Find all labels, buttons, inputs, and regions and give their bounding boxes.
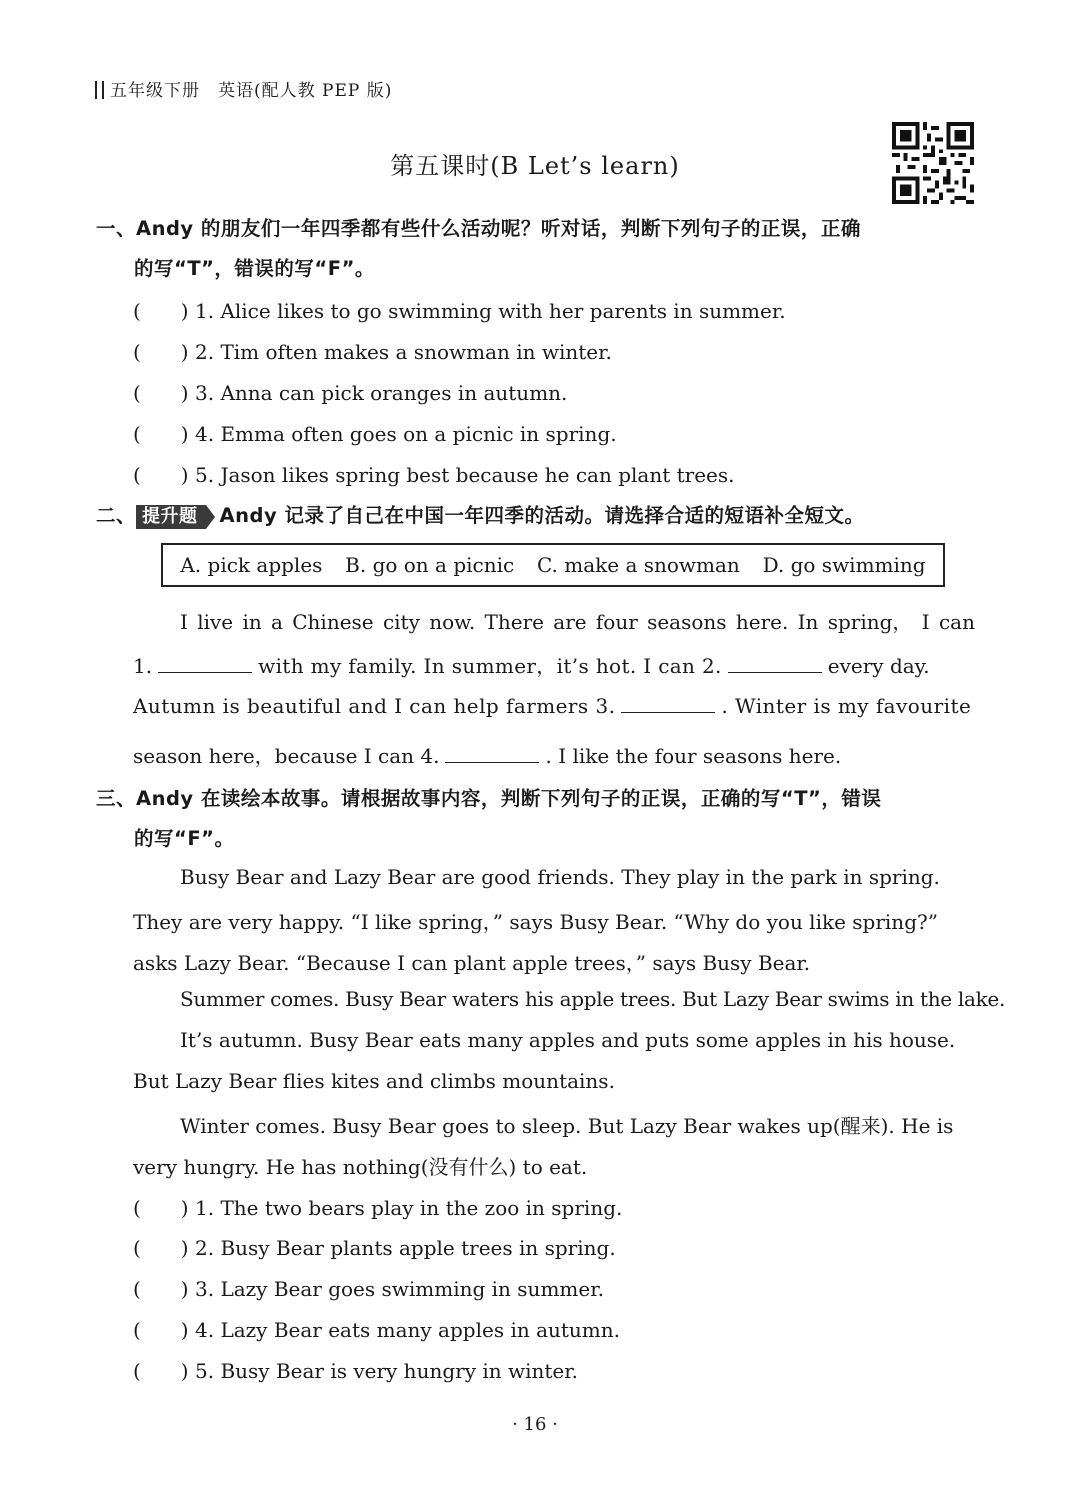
answer-blank[interactable]: ( ) — [133, 1359, 189, 1383]
passage-word: Chinese — [292, 610, 374, 634]
passage-line-2 — [133, 650, 975, 679]
book-header — [95, 76, 392, 101]
question-text: 4. Emma often goes on a picnic in spring. — [195, 422, 617, 446]
passage-line-4 — [133, 740, 975, 769]
passage-word: city — [382, 610, 420, 634]
passage-text: season here，because I can 4. — [133, 744, 440, 768]
section-1-instruction-line1: 一、Andy 的朋友们一年四季都有些什么活动呢？听对话，判断下列句子的正误，正确 — [96, 217, 861, 240]
fill-blank-4[interactable] — [445, 744, 539, 763]
passage-word: are — [553, 610, 587, 634]
passage-word: seasons — [647, 610, 727, 634]
s1-question-3 — [133, 377, 567, 406]
passage-word: four — [595, 610, 638, 634]
passage-text: . I like the four seasons here. — [545, 744, 842, 768]
passage-word: I — [180, 610, 188, 634]
header-bar-mark — [95, 81, 104, 99]
story-line: Busy Bear and Lazy Bear are good friends. They play in the park in spring. — [180, 865, 940, 889]
option-a: A. pick apples — [180, 553, 323, 577]
section-1-instruction — [96, 213, 861, 281]
question-text: 5. Jason likes spring best because he can plant trees. — [195, 463, 735, 487]
passage-word: There — [484, 610, 544, 634]
passage-text: . Winter is my favourite — [721, 694, 972, 718]
fill-blank-1[interactable] — [158, 654, 252, 673]
answer-blank[interactable]: ( ) — [133, 1196, 189, 1220]
passage-word: live — [197, 610, 234, 634]
answer-blank[interactable]: ( ) — [133, 381, 189, 405]
passage-word: I — [921, 610, 930, 634]
option-b: B. go on a picnic — [345, 553, 515, 577]
options-box — [161, 543, 945, 587]
advanced-badge: 提升题 — [136, 505, 206, 529]
section-3-instruction-line2: 的写“F”。 — [134, 827, 235, 850]
story-line: Winter comes. Busy Bear goes to sleep. But Lazy Bear wakes up(醒来). He is — [180, 1114, 954, 1138]
story-line: asks Lazy Bear. “Because I can plant apple trees，” says Busy Bear. — [133, 951, 811, 975]
question-text: 3. Lazy Bear goes swimming in summer. — [195, 1277, 604, 1301]
page-number: · 16 · — [512, 1414, 558, 1435]
answer-blank[interactable]: ( ) — [133, 1277, 189, 1301]
s1-question-4 — [133, 418, 617, 447]
s1-question-2 — [133, 336, 612, 365]
passage-word: now. — [429, 610, 476, 634]
s1-question-1 — [133, 295, 786, 324]
question-text: 2. Busy Bear plants apple trees in spring. — [195, 1236, 616, 1260]
passage-line-1 — [180, 606, 975, 635]
section-2-prefix: 二、 — [96, 504, 137, 527]
passage-line-3 — [133, 694, 975, 718]
passage-word: here. — [735, 610, 789, 634]
option-d: D. go swimming — [762, 553, 926, 577]
book-title: 五年级下册 英语(配人教 PEP 版) — [110, 81, 393, 101]
answer-blank[interactable]: ( ) — [133, 463, 189, 487]
answer-blank[interactable]: ( ) — [133, 422, 189, 446]
passage-text: with my family. In summer，it’s hot. I can 2. — [258, 654, 722, 678]
passage-word: spring， — [827, 610, 913, 634]
answer-blank[interactable]: ( ) — [133, 299, 189, 323]
story-line: They are very happy. “I like spring，” says Busy Bear. “Why do you like spring?” — [133, 910, 938, 934]
story-line: Summer comes. Busy Bear waters his apple trees. But Lazy Bear swims in the lake. — [180, 987, 1006, 1011]
passage-text: Autumn is beautiful and I can help farmers 3. — [133, 694, 616, 718]
question-text: 2. Tim often makes a snowman in winter. — [195, 340, 612, 364]
question-text: 1. The two bears play in the zoo in spring. — [195, 1196, 623, 1220]
s3-question-2 — [133, 1232, 616, 1261]
section-1-instruction-line2: 的写“T”，错误的写“F”。 — [134, 257, 375, 280]
question-text: 3. Anna can pick oranges in autumn. — [195, 381, 568, 405]
fill-blank-2[interactable] — [728, 654, 822, 673]
blank-number-1: 1. — [133, 654, 153, 678]
section-3-instruction — [96, 783, 881, 851]
s3-question-4 — [133, 1314, 620, 1343]
passage-text: every day. — [827, 654, 930, 678]
answer-blank[interactable]: ( ) — [133, 1236, 189, 1260]
s3-question-1 — [133, 1192, 622, 1221]
s3-question-3 — [133, 1273, 604, 1302]
s1-question-5 — [133, 459, 734, 488]
section-2-instruction-text: Andy 记录了自己在中国一年四季的活动。请选择合适的短语补全短文。 — [219, 504, 865, 527]
story-line: It’s autumn. Busy Bear eats many apples and puts some apples in his house. — [180, 1028, 956, 1052]
passage-word: can — [938, 610, 975, 634]
story-line: very hungry. He has nothing(没有什么) to eat. — [133, 1155, 588, 1179]
option-c: C. make a snowman — [536, 553, 740, 577]
section-2-instruction — [96, 500, 864, 529]
story-line: But Lazy Bear flies kites and climbs mountains. — [133, 1069, 615, 1093]
section-3-instruction-line1: 三、Andy 在读绘本故事。请根据故事内容，判断下列句子的正误，正确的写“T”，错误 — [96, 787, 882, 810]
answer-blank[interactable]: ( ) — [133, 1318, 189, 1342]
question-text: 4. Lazy Bear eats many apples in autumn. — [195, 1318, 620, 1342]
answer-blank[interactable]: ( ) — [133, 340, 189, 364]
question-text: 1. Alice likes to go swimming with her parents in summer. — [195, 299, 786, 323]
question-text: 5. Busy Bear is very hungry in winter. — [195, 1359, 578, 1383]
lesson-title: 第五课时(B Let’s learn) — [390, 152, 680, 180]
passage-word: a — [271, 610, 283, 634]
passage-word: In — [797, 610, 819, 634]
s3-question-5 — [133, 1355, 578, 1384]
passage-word: in — [242, 610, 262, 634]
fill-blank-3[interactable] — [621, 694, 715, 713]
